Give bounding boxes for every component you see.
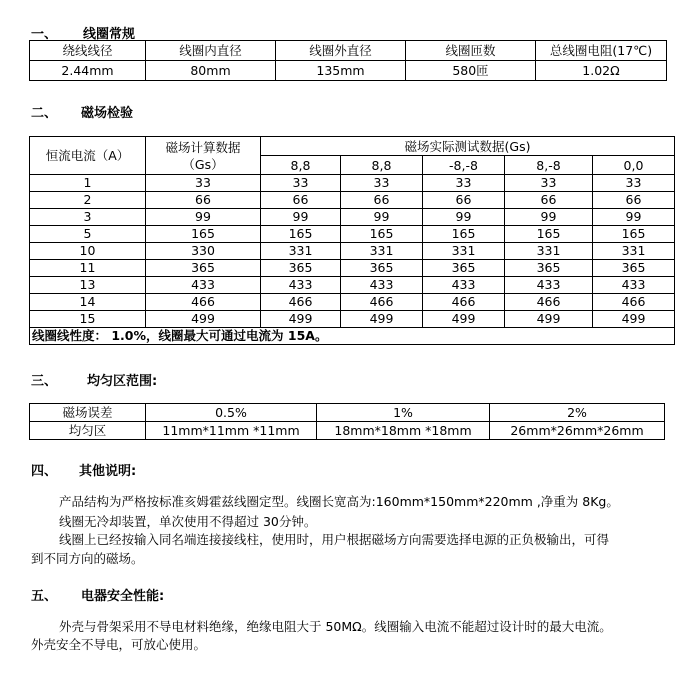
value-cell: 26mm*26mm*26mm: [490, 422, 665, 440]
actual-cell: 33: [593, 175, 675, 192]
actual-cell: 99: [505, 209, 593, 226]
actual-cell: 365: [423, 260, 505, 277]
coil-spec-table: [29, 40, 667, 81]
actual-cell: 365: [505, 260, 593, 277]
actual-cell: 33: [341, 175, 423, 192]
table-header-row: [30, 137, 675, 156]
actual-cell: 66: [593, 192, 675, 209]
paragraph-line: 到不同方向的磁场。: [31, 551, 144, 566]
header-current: 恒流电流（A）: [30, 137, 146, 175]
actual-cell: 466: [593, 294, 675, 311]
actual-cell: 433: [593, 277, 675, 294]
actual-cell: 66: [505, 192, 593, 209]
value-cell: 18mm*18mm *18mm: [317, 422, 490, 440]
table-row: [30, 404, 665, 422]
actual-cell: 499: [423, 311, 505, 328]
table-row: [30, 311, 675, 328]
table-row: [30, 192, 675, 209]
actual-cell: 499: [593, 311, 675, 328]
actual-cell: 66: [341, 192, 423, 209]
paragraph-line: 产品结构为严格按标准亥姆霍兹线圈定型。线圈长宽高为:160mm*150mm*220mm ,净重为 8Kg。: [59, 494, 619, 509]
section-number: 三、: [31, 374, 58, 389]
position-cell: 8,8: [261, 156, 341, 175]
current-cell: 14: [30, 294, 146, 311]
actual-cell: 99: [593, 209, 675, 226]
table-header-row: [30, 41, 667, 61]
actual-cell: 33: [423, 175, 505, 192]
paragraph-line: 外壳与骨架采用不导电材料绝缘，绝缘电阻大于 50MΩ。线圈输入电流不能超过设计时的最大电流。: [59, 619, 612, 634]
value-cell: 2.44mm: [30, 61, 146, 81]
calc-cell: 165: [146, 226, 261, 243]
current-cell: 11: [30, 260, 146, 277]
position-cell: 8,-8: [505, 156, 593, 175]
actual-cell: 331: [505, 243, 593, 260]
calc-cell: 330: [146, 243, 261, 260]
current-cell: 3: [30, 209, 146, 226]
calc-cell: 433: [146, 277, 261, 294]
header-actual: 磁场实际测试数据(Gs): [261, 137, 675, 156]
label-cell: 均匀区: [30, 422, 146, 440]
calc-cell: 365: [146, 260, 261, 277]
paragraph-line: 线圈无冷却装置，单次使用不得超过 30分钟。: [59, 514, 317, 529]
section-title: 线圈常规: [83, 27, 136, 42]
section-number: 二、: [31, 106, 58, 121]
position-cell: -8,-8: [423, 156, 505, 175]
section-number: 一、: [31, 27, 58, 42]
actual-cell: 331: [261, 243, 341, 260]
actual-cell: 466: [505, 294, 593, 311]
table-row: [30, 175, 675, 192]
header-cell: 线圈匝数: [406, 41, 536, 61]
actual-cell: 165: [261, 226, 341, 243]
header-calculated-line1: 磁场计算数据: [165, 139, 241, 155]
uniform-zone-table: [29, 403, 665, 440]
section-3-heading: [31, 370, 157, 389]
magnetic-field-table: [29, 136, 675, 345]
table-row: [30, 61, 667, 81]
actual-cell: 331: [423, 243, 505, 260]
actual-cell: 33: [261, 175, 341, 192]
current-cell: 13: [30, 277, 146, 294]
table-row: [30, 294, 675, 311]
actual-cell: 99: [341, 209, 423, 226]
table-row: [30, 422, 665, 440]
actual-cell: 331: [341, 243, 423, 260]
current-cell: 1: [30, 175, 146, 192]
actual-cell: 99: [423, 209, 505, 226]
header-cell: 绕线线径: [30, 41, 146, 61]
value-cell: 135mm: [276, 61, 406, 81]
table-body: [30, 175, 675, 328]
actual-cell: 66: [423, 192, 505, 209]
table-row: [30, 260, 675, 277]
actual-cell: 66: [261, 192, 341, 209]
calc-cell: 466: [146, 294, 261, 311]
calc-cell: 99: [146, 209, 261, 226]
actual-cell: 165: [423, 226, 505, 243]
label-cell: 磁场误差: [30, 404, 146, 422]
linearity-summary: 线圈线性度： 1.0%，线圈最大可通过电流为 15A。: [30, 328, 675, 345]
actual-cell: 499: [261, 311, 341, 328]
actual-cell: 99: [261, 209, 341, 226]
value-cell: 80mm: [146, 61, 276, 81]
paragraph-line: 线圈上已经按输入同名端连接接线柱，使用时，用户根据磁场方向需要选择电源的正负极输出，可得: [59, 532, 610, 547]
section-5-heading: [31, 585, 164, 604]
table-row: [30, 243, 675, 260]
actual-cell: 499: [341, 311, 423, 328]
actual-cell: 433: [261, 277, 341, 294]
value-cell: 1.02Ω: [536, 61, 667, 81]
table-row: [30, 277, 675, 294]
current-cell: 10: [30, 243, 146, 260]
section-title: 其他说明:: [79, 464, 137, 479]
actual-cell: 331: [593, 243, 675, 260]
position-cell: 0,0: [593, 156, 675, 175]
header-cell: 总线圈电阻(17℃): [536, 41, 667, 61]
table-row: [30, 226, 675, 243]
section-number: 四、: [31, 464, 58, 479]
calc-cell: 66: [146, 192, 261, 209]
actual-cell: 165: [593, 226, 675, 243]
actual-cell: 433: [423, 277, 505, 294]
section-title: 磁场检验: [81, 106, 134, 121]
calc-cell: 499: [146, 311, 261, 328]
paragraph-line: 外壳安全不导电，可放心使用。: [31, 637, 207, 652]
current-cell: 15: [30, 311, 146, 328]
header-cell: 线圈内直径: [146, 41, 276, 61]
actual-cell: 365: [341, 260, 423, 277]
position-cell: 8,8: [341, 156, 423, 175]
value-cell: 1%: [317, 404, 490, 422]
header-calculated: [146, 137, 261, 175]
value-cell: 580匝: [406, 61, 536, 81]
section-2-heading: [31, 102, 133, 121]
section-title: 均匀区范围:: [87, 374, 158, 389]
actual-cell: 466: [423, 294, 505, 311]
actual-cell: 499: [505, 311, 593, 328]
value-cell: 11mm*11mm *11mm: [146, 422, 317, 440]
actual-cell: 165: [341, 226, 423, 243]
actual-cell: 365: [593, 260, 675, 277]
value-cell: 0.5%: [146, 404, 317, 422]
value-cell: 2%: [490, 404, 665, 422]
calc-cell: 33: [146, 175, 261, 192]
current-cell: 5: [30, 226, 146, 243]
actual-cell: 466: [341, 294, 423, 311]
actual-cell: 433: [505, 277, 593, 294]
actual-cell: 466: [261, 294, 341, 311]
header-calculated-line2: （Gs）: [182, 156, 224, 172]
section-title: 电器安全性能:: [81, 589, 165, 604]
actual-cell: 165: [505, 226, 593, 243]
actual-cell: 365: [261, 260, 341, 277]
header-cell: 线圈外直径: [276, 41, 406, 61]
actual-cell: 433: [341, 277, 423, 294]
summary-row: [30, 328, 675, 345]
section-number: 五、: [31, 589, 58, 604]
section-4-heading: [31, 460, 136, 479]
table-row: [30, 209, 675, 226]
actual-cell: 33: [505, 175, 593, 192]
current-cell: 2: [30, 192, 146, 209]
